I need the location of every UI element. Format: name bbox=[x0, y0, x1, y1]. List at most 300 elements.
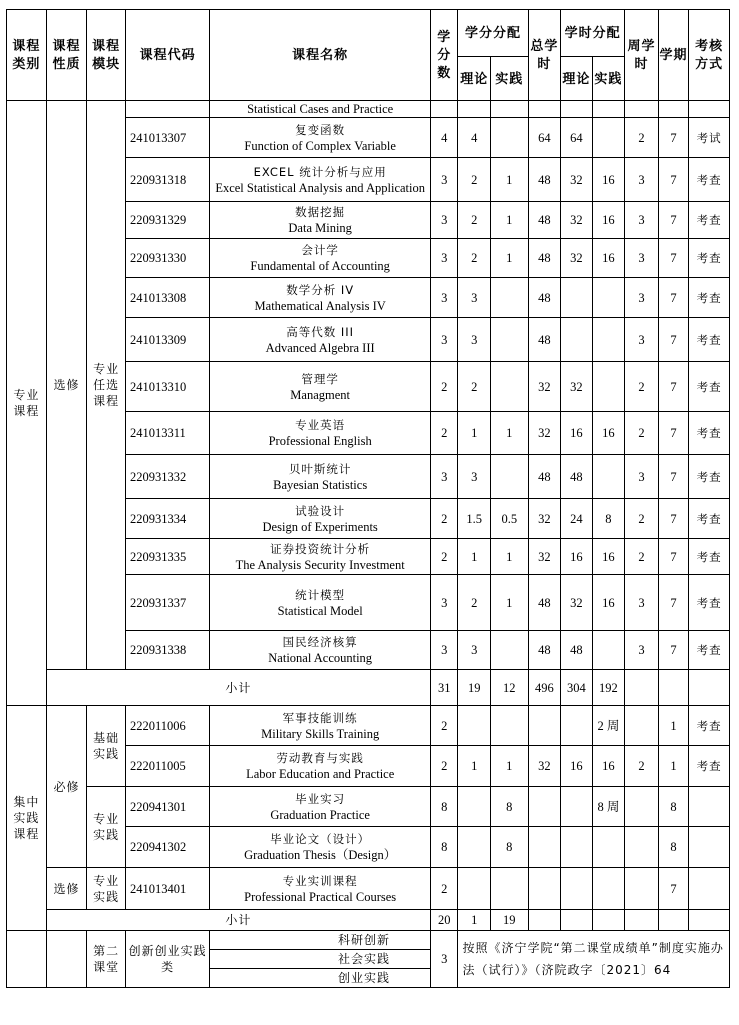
course-hour-practice: 16 bbox=[592, 239, 625, 278]
course-name-zh: 复变函数 bbox=[295, 122, 346, 137]
section3-item: 科研创新 bbox=[210, 931, 431, 950]
course-exam bbox=[689, 868, 730, 910]
header-hour-theory: 理论 bbox=[561, 57, 593, 101]
course-name-en: Graduation Thesis（Design） bbox=[244, 848, 397, 862]
course-code: 241013308 bbox=[125, 278, 209, 318]
course-exam: 考查 bbox=[689, 575, 730, 631]
course-hour-practice bbox=[592, 455, 625, 499]
course-credit-practice: 1 bbox=[490, 539, 528, 575]
course-name-en: Mathematical Analysis IV bbox=[254, 298, 386, 313]
course-weekly-hours: 3 bbox=[625, 455, 659, 499]
course-hour-theory: 24 bbox=[561, 499, 593, 539]
course-weekly-hours: 3 bbox=[625, 202, 659, 239]
course-credit-theory: 1 bbox=[458, 539, 491, 575]
course-name bbox=[210, 868, 431, 910]
course-semester: 1 bbox=[658, 706, 689, 746]
header-category: 课程类别 bbox=[7, 10, 47, 101]
course-total-hours: 48 bbox=[528, 631, 561, 670]
section2-subtotal-row bbox=[7, 910, 730, 931]
course-total-hours: 48 bbox=[528, 278, 561, 318]
course-weekly-hours bbox=[625, 787, 659, 827]
course-exam: 考查 bbox=[689, 499, 730, 539]
course-hour-practice: 16 bbox=[592, 202, 625, 239]
course-total-hours bbox=[528, 868, 561, 910]
section1-subtotal-row bbox=[7, 670, 730, 706]
course-weekly-hours: 2 bbox=[625, 539, 659, 575]
course-credits: 8 bbox=[430, 787, 457, 827]
course-name-en: The Analysis Security Investment bbox=[235, 557, 405, 572]
course-name-zh: 高等代数 III bbox=[286, 324, 355, 339]
course-hour-practice: 16 bbox=[592, 746, 625, 787]
course-credits: 3 bbox=[430, 318, 457, 362]
course-credits: 2 bbox=[430, 539, 457, 575]
subtotal-hp: 192 bbox=[592, 670, 625, 706]
header-code: 课程代码 bbox=[125, 10, 209, 101]
course-semester: 8 bbox=[658, 827, 689, 868]
second-classroom-row bbox=[7, 931, 730, 950]
course-name bbox=[210, 455, 431, 499]
course-code: 222011005 bbox=[125, 746, 209, 787]
course-credit-theory: 3 bbox=[458, 631, 491, 670]
course-name-en: Graduation Practice bbox=[270, 807, 370, 822]
course-credits: 4 bbox=[430, 118, 457, 158]
section2-module-basic: 基础实践 bbox=[87, 706, 126, 787]
course-credit-practice bbox=[490, 318, 528, 362]
section2-module-prof: 专业实践 bbox=[87, 787, 126, 868]
header-credits: 学分数 bbox=[430, 10, 457, 101]
course-weekly-hours: 2 bbox=[625, 746, 659, 787]
course-total-hours: 32 bbox=[528, 362, 561, 412]
course-name-en: Managment bbox=[290, 387, 351, 402]
subtotal-empty bbox=[689, 670, 730, 706]
course-credit-practice bbox=[490, 455, 528, 499]
section1-nature: 选修 bbox=[46, 101, 87, 670]
course-exam: 考查 bbox=[689, 746, 730, 787]
course-hour-practice bbox=[592, 868, 625, 910]
course-semester: 7 bbox=[658, 158, 689, 202]
course-semester: 8 bbox=[658, 787, 689, 827]
course-code: 241013310 bbox=[125, 362, 209, 412]
course-exam bbox=[689, 827, 730, 868]
course-weekly-hours: 3 bbox=[625, 631, 659, 670]
course-exam: 考查 bbox=[689, 455, 730, 499]
header-credit-practice: 实践 bbox=[490, 57, 528, 101]
section2-elective: 选修 bbox=[46, 868, 87, 910]
section1-top-fragment: Statistical Cases and Practice bbox=[210, 101, 431, 118]
course-total-hours: 32 bbox=[528, 746, 561, 787]
course-hour-practice: 16 bbox=[592, 575, 625, 631]
course-name bbox=[210, 158, 431, 202]
section1-top-code bbox=[125, 101, 209, 118]
course-hour-theory bbox=[561, 278, 593, 318]
course-hour-practice bbox=[592, 631, 625, 670]
course-semester: 7 bbox=[658, 278, 689, 318]
course-total-hours: 48 bbox=[528, 158, 561, 202]
course-credits: 2 bbox=[430, 706, 457, 746]
course-exam: 考查 bbox=[689, 539, 730, 575]
course-code: 220931332 bbox=[125, 455, 209, 499]
course-code: 241013309 bbox=[125, 318, 209, 362]
curriculum-table bbox=[6, 9, 730, 988]
header-nature: 课程性质 bbox=[46, 10, 87, 101]
course-name-en: Military Skills Training bbox=[261, 726, 380, 741]
course-hour-theory: 16 bbox=[561, 746, 593, 787]
course-exam: 考查 bbox=[689, 362, 730, 412]
course-credits: 3 bbox=[430, 455, 457, 499]
subtotal-empty bbox=[625, 910, 659, 931]
section3-type: 创新创业实践类 bbox=[125, 931, 209, 988]
course-name bbox=[210, 787, 431, 827]
course-credit-practice bbox=[490, 868, 528, 910]
course-total-hours: 48 bbox=[528, 575, 561, 631]
course-name-en: Design of Experiments bbox=[262, 519, 378, 534]
course-name bbox=[210, 706, 431, 746]
course-credit-theory: 2 bbox=[458, 158, 491, 202]
course-credits: 3 bbox=[430, 202, 457, 239]
course-name-en: Labor Education and Practice bbox=[246, 767, 395, 781]
course-name-zh: 国民经济核算 bbox=[282, 635, 358, 649]
course-credits: 3 bbox=[430, 158, 457, 202]
course-hour-theory: 48 bbox=[561, 631, 593, 670]
course-name-en: Professional Practical Courses bbox=[244, 889, 397, 904]
course-exam: 考查 bbox=[689, 158, 730, 202]
course-semester: 7 bbox=[658, 539, 689, 575]
course-weekly-hours: 2 bbox=[625, 362, 659, 412]
course-weekly-hours: 3 bbox=[625, 278, 659, 318]
course-hour-practice bbox=[592, 362, 625, 412]
course-name bbox=[210, 278, 431, 318]
course-total-hours: 48 bbox=[528, 318, 561, 362]
course-code: 220931329 bbox=[125, 202, 209, 239]
course-semester: 7 bbox=[658, 499, 689, 539]
course-exam bbox=[689, 787, 730, 827]
course-name bbox=[210, 118, 431, 158]
course-name-zh: 贝叶斯统计 bbox=[288, 461, 352, 476]
course-credit-theory: 1.5 bbox=[458, 499, 491, 539]
course-hour-practice: 2 周 bbox=[592, 706, 625, 746]
course-name-zh: 专业实训课程 bbox=[282, 873, 358, 888]
course-credit-theory bbox=[458, 787, 491, 827]
course-name bbox=[210, 202, 431, 239]
course-weekly-hours bbox=[625, 868, 659, 910]
course-name-en: Statistical Model bbox=[277, 603, 363, 618]
course-total-hours: 48 bbox=[528, 455, 561, 499]
course-hour-theory: 32 bbox=[561, 202, 593, 239]
course-code: 222011006 bbox=[125, 706, 209, 746]
section2-required: 必修 bbox=[46, 706, 87, 868]
course-total-hours: 32 bbox=[528, 499, 561, 539]
course-credit-theory: 4 bbox=[458, 118, 491, 158]
subtotal-th: 496 bbox=[528, 670, 561, 706]
course-name-zh: 管理学 bbox=[301, 371, 339, 386]
course-weekly-hours: 3 bbox=[625, 575, 659, 631]
course-hour-practice bbox=[592, 118, 625, 158]
course-credit-practice: 1 bbox=[490, 158, 528, 202]
course-credit-practice bbox=[490, 118, 528, 158]
course-total-hours: 32 bbox=[528, 412, 561, 455]
course-hour-practice bbox=[592, 278, 625, 318]
course-name-en: Fundamental of Accounting bbox=[250, 259, 390, 273]
course-hour-practice bbox=[592, 827, 625, 868]
course-credit-practice bbox=[490, 631, 528, 670]
course-credits: 2 bbox=[430, 499, 457, 539]
curriculum-table-container bbox=[6, 9, 730, 988]
section1-category: 专业课程 bbox=[7, 101, 47, 706]
course-semester: 7 bbox=[658, 868, 689, 910]
course-exam: 考查 bbox=[689, 631, 730, 670]
subtotal-ht: 304 bbox=[561, 670, 593, 706]
subtotal-cp: 12 bbox=[490, 670, 528, 706]
course-credits: 3 bbox=[430, 278, 457, 318]
section3-item: 创业实践 bbox=[210, 969, 431, 988]
subtotal-empty bbox=[561, 910, 593, 931]
course-credit-theory: 1 bbox=[458, 412, 491, 455]
course-code: 220931335 bbox=[125, 539, 209, 575]
course-code: 241013307 bbox=[125, 118, 209, 158]
course-credit-theory: 3 bbox=[458, 455, 491, 499]
course-code: 241013311 bbox=[125, 412, 209, 455]
course-total-hours: 48 bbox=[528, 239, 561, 278]
subtotal-ct: 19 bbox=[458, 670, 491, 706]
course-name bbox=[210, 575, 431, 631]
course-credit-practice bbox=[490, 706, 528, 746]
table-row bbox=[7, 706, 730, 746]
course-credit-theory: 2 bbox=[458, 239, 491, 278]
course-weekly-hours: 2 bbox=[625, 118, 659, 158]
course-credit-practice: 1 bbox=[490, 575, 528, 631]
course-credit-practice: 1 bbox=[490, 746, 528, 787]
course-hour-practice bbox=[592, 318, 625, 362]
course-total-hours: 32 bbox=[528, 539, 561, 575]
course-semester: 7 bbox=[658, 239, 689, 278]
course-name-zh: 数学分析 IV bbox=[286, 282, 355, 297]
section3-category-empty bbox=[7, 931, 47, 988]
course-credits: 2 bbox=[430, 412, 457, 455]
header-weekly: 周学时 bbox=[625, 10, 659, 101]
course-hour-theory bbox=[561, 706, 593, 746]
subtotal-ct: 1 bbox=[458, 910, 491, 931]
course-name-en: Data Mining bbox=[288, 221, 352, 235]
course-credit-theory bbox=[458, 827, 491, 868]
subtotal-cr: 20 bbox=[430, 910, 457, 931]
header-row-1 bbox=[7, 10, 730, 57]
course-name-zh: EXCEL 统计分析与应用 bbox=[253, 164, 387, 179]
section3-nature-empty bbox=[46, 931, 87, 988]
course-weekly-hours: 3 bbox=[625, 318, 659, 362]
course-exam: 考查 bbox=[689, 278, 730, 318]
course-credits: 2 bbox=[430, 362, 457, 412]
course-exam: 考查 bbox=[689, 239, 730, 278]
course-name bbox=[210, 239, 431, 278]
header-hour-practice: 实践 bbox=[592, 57, 625, 101]
header-credit-alloc: 学分分配 bbox=[458, 10, 528, 57]
course-hour-theory: 16 bbox=[561, 412, 593, 455]
course-credits: 3 bbox=[430, 631, 457, 670]
course-credits: 3 bbox=[430, 575, 457, 631]
course-weekly-hours bbox=[625, 827, 659, 868]
course-total-hours: 64 bbox=[528, 118, 561, 158]
course-credit-practice bbox=[490, 362, 528, 412]
course-semester: 7 bbox=[658, 202, 689, 239]
course-name-zh: 数据挖掘 bbox=[295, 205, 346, 219]
course-hour-practice: 8 bbox=[592, 499, 625, 539]
course-credit-practice: 1 bbox=[490, 202, 528, 239]
course-credit-practice bbox=[490, 278, 528, 318]
course-name bbox=[210, 631, 431, 670]
course-name-zh: 专业英语 bbox=[295, 418, 346, 432]
course-hour-theory: 32 bbox=[561, 158, 593, 202]
course-exam: 考查 bbox=[689, 318, 730, 362]
course-code: 241013401 bbox=[125, 868, 209, 910]
course-code: 220931337 bbox=[125, 575, 209, 631]
course-name-zh: 毕业实习 bbox=[295, 791, 346, 806]
course-name-zh: 毕业论文（设计） bbox=[270, 832, 371, 846]
section3-note: 按照《济宁学院“第二课堂成绩单”制度实施办法（试行）》（济院政字〔2021〕64 bbox=[458, 931, 730, 988]
course-name-zh: 证券投资统计分析 bbox=[270, 541, 371, 556]
course-code: 220931330 bbox=[125, 239, 209, 278]
course-hour-practice: 8 周 bbox=[592, 787, 625, 827]
course-credit-theory bbox=[458, 706, 491, 746]
course-name-en: Excel Statistical Analysis and Application bbox=[215, 180, 425, 195]
subtotal-empty bbox=[658, 670, 689, 706]
course-credit-theory: 1 bbox=[458, 746, 491, 787]
header-hour-alloc: 学时分配 bbox=[561, 10, 625, 57]
course-weekly-hours: 2 bbox=[625, 412, 659, 455]
course-credits: 2 bbox=[430, 868, 457, 910]
course-hour-theory bbox=[561, 787, 593, 827]
course-credit-theory: 2 bbox=[458, 202, 491, 239]
course-total-hours bbox=[528, 827, 561, 868]
course-total-hours bbox=[528, 787, 561, 827]
course-name-zh: 统计模型 bbox=[295, 587, 346, 602]
course-semester: 7 bbox=[658, 575, 689, 631]
subtotal-empty bbox=[689, 910, 730, 931]
section1-module: 专业任选课程 bbox=[87, 101, 126, 670]
course-name-en: Advanced Algebra III bbox=[265, 340, 375, 355]
course-semester: 7 bbox=[658, 455, 689, 499]
course-hour-theory: 48 bbox=[561, 455, 593, 499]
course-exam: 考查 bbox=[689, 202, 730, 239]
section3-item: 社会实践 bbox=[210, 950, 431, 969]
course-name-en: Function of Complex Variable bbox=[244, 138, 396, 153]
course-code: 220941301 bbox=[125, 787, 209, 827]
course-hour-practice: 16 bbox=[592, 539, 625, 575]
subtotal-label: 小计 bbox=[46, 910, 430, 931]
course-name bbox=[210, 827, 431, 868]
course-credit-practice: 8 bbox=[490, 827, 528, 868]
section3-credits: 3 bbox=[430, 931, 457, 988]
course-code: 220931338 bbox=[125, 631, 209, 670]
course-hour-theory bbox=[561, 318, 593, 362]
course-hour-theory: 32 bbox=[561, 575, 593, 631]
course-weekly-hours bbox=[625, 706, 659, 746]
course-hour-practice: 16 bbox=[592, 412, 625, 455]
section1-top-row bbox=[7, 101, 730, 118]
course-credit-practice: 8 bbox=[490, 787, 528, 827]
course-name-zh: 会计学 bbox=[301, 243, 339, 257]
course-semester: 7 bbox=[658, 318, 689, 362]
course-credits: 3 bbox=[430, 239, 457, 278]
course-code: 220931334 bbox=[125, 499, 209, 539]
subtotal-empty bbox=[658, 910, 689, 931]
course-credit-practice: 1 bbox=[490, 239, 528, 278]
course-credit-practice: 0.5 bbox=[490, 499, 528, 539]
header-exam: 考核方式 bbox=[689, 10, 730, 101]
course-name bbox=[210, 499, 431, 539]
course-hour-theory bbox=[561, 827, 593, 868]
course-semester: 7 bbox=[658, 631, 689, 670]
course-weekly-hours: 3 bbox=[625, 158, 659, 202]
course-hour-theory: 16 bbox=[561, 539, 593, 575]
course-code: 220931318 bbox=[125, 158, 209, 202]
course-credit-practice: 1 bbox=[490, 412, 528, 455]
course-credit-theory: 2 bbox=[458, 575, 491, 631]
course-exam: 考试 bbox=[689, 118, 730, 158]
course-name bbox=[210, 318, 431, 362]
section3-module: 第二课堂 bbox=[87, 931, 126, 988]
course-name-en: Professional English bbox=[268, 434, 372, 448]
course-semester: 7 bbox=[658, 118, 689, 158]
course-credit-theory: 2 bbox=[458, 362, 491, 412]
course-hour-practice: 16 bbox=[592, 158, 625, 202]
course-name-zh: 劳动教育与实践 bbox=[276, 751, 364, 765]
course-semester: 7 bbox=[658, 362, 689, 412]
course-name-zh: 军事技能训练 bbox=[282, 710, 358, 725]
course-total-hours: 48 bbox=[528, 202, 561, 239]
header-semester: 学期 bbox=[658, 10, 689, 101]
header-credit-theory: 理论 bbox=[458, 57, 491, 101]
course-semester: 1 bbox=[658, 746, 689, 787]
table-body bbox=[7, 10, 730, 988]
course-name bbox=[210, 412, 431, 455]
course-credit-theory: 3 bbox=[458, 278, 491, 318]
subtotal-empty bbox=[528, 910, 561, 931]
subtotal-label: 小计 bbox=[46, 670, 430, 706]
subtotal-empty bbox=[592, 910, 625, 931]
course-hour-theory: 64 bbox=[561, 118, 593, 158]
subtotal-cp: 19 bbox=[490, 910, 528, 931]
course-name-zh: 试验设计 bbox=[295, 503, 346, 518]
course-name bbox=[210, 746, 431, 787]
course-exam: 考查 bbox=[689, 412, 730, 455]
header-name: 课程名称 bbox=[210, 10, 431, 101]
course-hour-theory: 32 bbox=[561, 362, 593, 412]
header-total-hours: 总学时 bbox=[528, 10, 561, 101]
course-weekly-hours: 2 bbox=[625, 499, 659, 539]
course-code: 220941302 bbox=[125, 827, 209, 868]
course-hour-theory: 32 bbox=[561, 239, 593, 278]
course-credits: 8 bbox=[430, 827, 457, 868]
course-name bbox=[210, 362, 431, 412]
subtotal-empty bbox=[625, 670, 659, 706]
table-row bbox=[7, 787, 730, 827]
course-weekly-hours: 3 bbox=[625, 239, 659, 278]
table-row bbox=[7, 868, 730, 910]
course-credits: 2 bbox=[430, 746, 457, 787]
section2-category: 集中实践课程 bbox=[7, 706, 47, 931]
header-module: 课程模块 bbox=[87, 10, 126, 101]
course-name-en: Bayesian Statistics bbox=[273, 477, 368, 492]
course-hour-theory bbox=[561, 868, 593, 910]
section2-module-prof2: 专业实践 bbox=[87, 868, 126, 910]
course-total-hours bbox=[528, 706, 561, 746]
course-credit-theory: 3 bbox=[458, 318, 491, 362]
course-semester: 7 bbox=[658, 412, 689, 455]
course-name bbox=[210, 539, 431, 575]
course-credit-theory bbox=[458, 868, 491, 910]
course-name-en: National Accounting bbox=[268, 651, 373, 665]
subtotal-cr: 31 bbox=[430, 670, 457, 706]
